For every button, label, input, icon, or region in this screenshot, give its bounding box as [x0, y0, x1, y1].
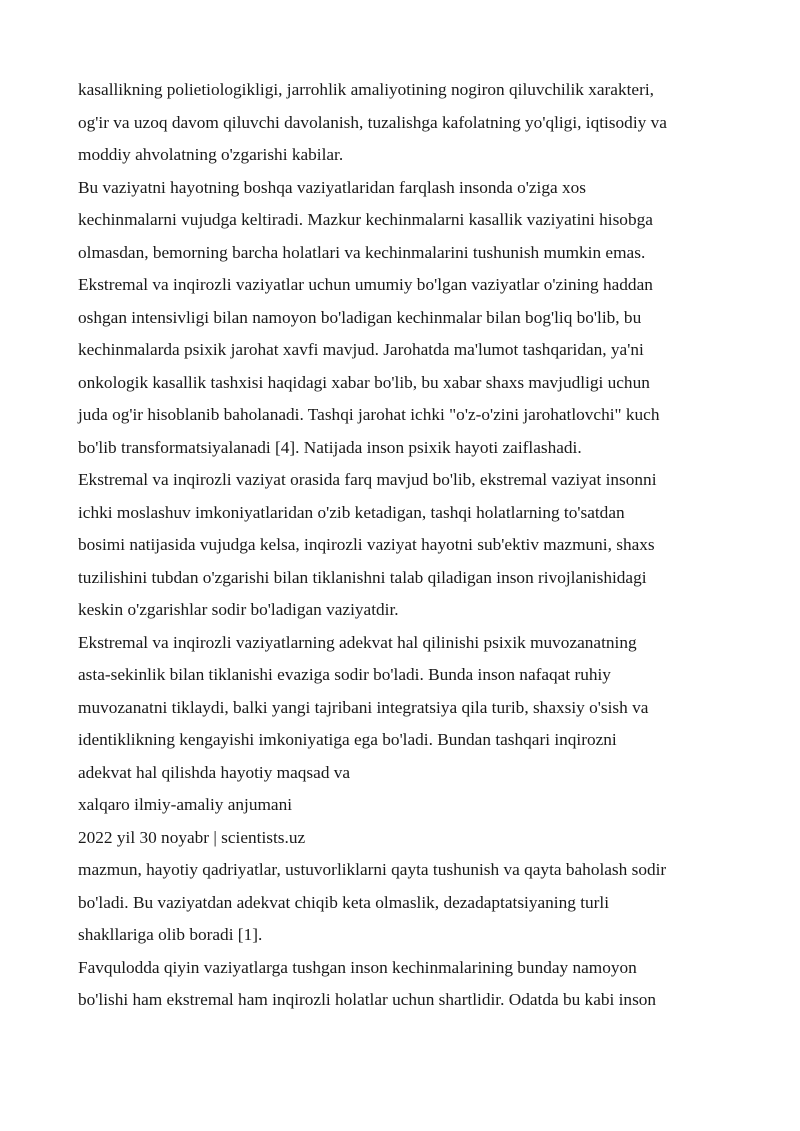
text-line: identiklikning kengayishi imkoniyatiga ega bo'ladi. Bundan tashqari inqirozni	[78, 730, 617, 749]
text-line: Ekstremal va inqirozli vaziyatlarning adekvat hal qilinishi psixik muvozanatning	[78, 632, 637, 652]
text-line: olmasdan, bemorning barcha holatlari va kechinmalarini tushunish mumkin emas.	[78, 242, 646, 262]
text-line: shakllariga olib boradi [1].	[78, 925, 263, 944]
text-line: Ekstremal va inqirozli vaziyatlar uchun umumiy bo'lgan vaziyatlar o'zining haddan	[78, 275, 653, 294]
text-line: Ekstremal va inqirozli vaziyat orasida farq mavjud bo'lib, ekstremal vaziyat insonni	[78, 470, 657, 489]
text-line: og'ir va uzoq davom qiluvchi davolanish, tuzalishga kafolatning yo'qligi, iqtisodiy va	[78, 112, 667, 132]
text-line: adekvat hal qilishda hayotiy maqsad va	[78, 762, 351, 782]
text-line: bosimi natijasida vujudga kelsa, inqirozli vaziyat hayotni sub'ektiv mazmuni, shaxs	[78, 535, 655, 554]
text-line: Bu vaziyatni hayotning boshqa vaziyatlaridan farqlash insonda o'ziga xos	[78, 177, 586, 197]
text-line: mazmun, hayotiy qadriyatlar, ustuvorliklarni qayta tushunish va qayta baholash sodir	[78, 860, 667, 879]
text-line: asta-sekinlik bilan tiklanishi evaziga sodir bo'ladi. Bunda inson nafaqat ruhiy	[78, 665, 611, 684]
text-line: kasallikning polietiologikligi, jarrohlik amaliyotining nogiron qiluvchilik xarakteri,	[78, 80, 654, 99]
text-line: bo'ladi. Bu vaziyatdan adekvat chiqib keta olmaslik, dezadaptatsiyaning turli	[78, 892, 609, 912]
text-line: bo'lib transformatsiyalanadi [4]. Natijada inson psixik hayoti zaiflashadi.	[78, 437, 582, 457]
text-line: juda og'ir hisoblanib baholanadi. Tashqi jarohat ichki "o'z-o'zini jarohatlovchi" kuch	[78, 405, 660, 424]
text-line: muvozanatni tiklaydi, balki yangi tajribani integratsiya qila turib, shaxsiy o'sish va	[78, 697, 649, 717]
text-line: keskin o'zgarishlar sodir bo'ladigan vaziyatdir.	[78, 600, 399, 619]
text-line: onkologik kasallik tashxisi haqidagi xabar bo'lib, bu xabar shaxs mavjudligi uchun	[78, 372, 650, 392]
document-page	[78, 74, 728, 1017]
text-line: oshgan intensivligi bilan namoyon bo'ladigan kechinmalar bilan bog'liq bo'lib, bu	[78, 307, 642, 327]
text-line: bo'lishi ham ekstremal ham inqirozli holatlar uchun shartlidir. Odatda bu kabi inson	[78, 990, 657, 1009]
text-line: kechinmalarni vujudga keltiradi. Mazkur kechinmalarni kasallik vaziyatini hisobga	[78, 210, 653, 229]
text-line: kechinmalarda psixik jarohat xavfi mavjud. Jarohatda ma'lumot tashqaridan, ya'ni	[78, 340, 644, 359]
text-line: moddiy ahvolatning o'zgarishi kabilar.	[78, 145, 344, 164]
conference-name: xalqaro ilmiy-amaliy anjumani	[78, 795, 293, 814]
text-line: Favqulodda qiyin vaziyatlarga tushgan inson kechinmalarining bunday namoyon	[78, 957, 637, 977]
conference-date-site: 2022 yil 30 noyabr | scientists.uz	[78, 827, 306, 847]
text-line: ichki moslashuv imkoniyatlaridan o'zib ketadigan, tashqi holatlarning to'satdan	[78, 502, 625, 522]
text-line: tuzilishini tubdan o'zgarishi bilan tiklanishni talab qiladigan inson rivojlanishidagi	[78, 567, 647, 587]
